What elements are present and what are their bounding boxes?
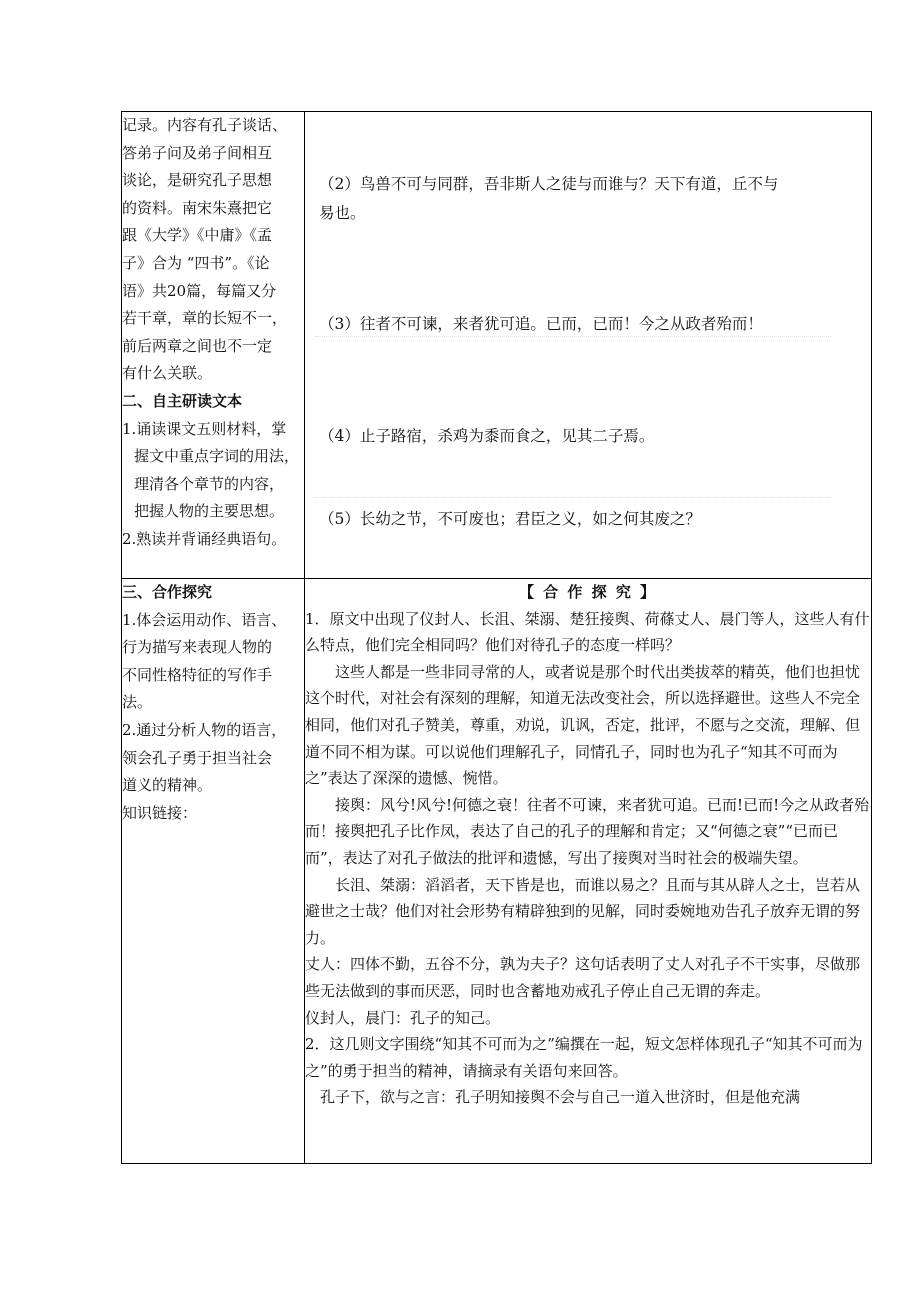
- objective-line: 法。: [122, 693, 153, 712]
- question-line: 易也。: [319, 204, 366, 222]
- paragraph: 丈人：四体不勤，五谷不分，孰为夫子？这句话表明了丈人对孔子不干实事，尽做那些无法做到的事而厌恶，同时也含蓄地劝戒孔子停止自己无谓的奔走。: [305, 955, 861, 1000]
- section-heading: 二、自主研读文本: [122, 391, 243, 410]
- paragraph: 仪封人，晨门：孔子的知己。: [305, 1008, 501, 1027]
- intro-line: 的资料。南宋朱熹把它: [122, 198, 273, 217]
- right-cell-questions: [305, 112, 872, 579]
- objective-line: 行为描写来表现人物的: [122, 638, 273, 657]
- intro-line: 子》合为 “四书”。《论: [122, 253, 270, 272]
- question-5: [319, 505, 863, 534]
- knowledge-link-label: 知识链接：: [122, 803, 198, 822]
- dotted-rule: [315, 336, 831, 337]
- left-cell-bottom: [122, 579, 305, 1164]
- table-row: [122, 112, 872, 579]
- intro-line: 若干章，章的长短不一，: [122, 309, 288, 328]
- question-4: [319, 422, 863, 451]
- question-line: （5）长幼之节，不可废也；君臣之义，如之何其废之？: [319, 510, 701, 528]
- cooperation-title: 【 合 作 探 究 】: [518, 583, 658, 601]
- objective-line: 领会孔子勇于担当社会: [122, 748, 273, 767]
- objective-line: 理清各个章节的内容，: [134, 474, 285, 493]
- paragraph: 长沮、桀溺：滔滔者，天下皆是也，而谁以易之？且而与其从辟人之士，岂若从避世之士哉？他们对社会形势有精辟独到的见解，同时委婉地劝告孔子放弃无谓的努力。: [305, 875, 861, 947]
- question-line: （4）止子路宿，杀鸡为黍而食之，见其二子焉。: [319, 427, 655, 445]
- paragraph: 2．这几则文字围绕“知其不可而为之”编撰在一起，短文怎样体现孔子“知其不可而为之”的勇于担当的精神，请摘录有关语句来回答。: [305, 1035, 863, 1080]
- dotted-rule: [315, 497, 831, 498]
- study-table: [121, 111, 872, 1164]
- objective-line: 不同性格特征的写作手: [122, 665, 273, 684]
- section-heading: 三、合作探究: [122, 583, 213, 601]
- objective-line: 握文中重点字词的用法，: [134, 447, 300, 466]
- objective-line: 把握人物的主要思想。: [134, 502, 285, 521]
- right-cell-cooperation: [305, 579, 872, 1164]
- objective-line: 2.熟读并背诵经典语句。: [122, 529, 287, 548]
- intro-line: 前后两章之间也不一定: [122, 336, 273, 355]
- intro-line: 谈论，是研究孔子思想: [122, 171, 273, 190]
- intro-line: 有什么关联。: [122, 364, 213, 383]
- intro-line: 跟《大学》《中庸》《孟: [122, 226, 273, 245]
- paragraph: 这些人都是一些非同寻常的人，或者说是那个时代出类拔萃的精英，他们也担忧这个时代，对社会有深刻的理解，知道无法改变社会，所以选择避世。这些人不完全相同，他们对孔子赞美，尊重，劝说，讥讽，否定，批评，不愿与之交流，理解、但道不同不相为谋。可以说他们理解孔子，同情孔子，同时也为孔子“知其不可而为之”表达了深深的遗憾、惋惜。: [305, 662, 861, 788]
- objective-line: 1.体会运用动作、语言、: [122, 610, 287, 629]
- question-line: （2）鸟兽不可与同群，吾非斯人之徒与而谁与？天下有道，丘不与: [319, 175, 779, 193]
- question-2: [319, 170, 863, 228]
- intro-line: 答弟子问及弟子间相互: [122, 143, 273, 162]
- question-line: （3）往者不可谏，来者犹可追。已而，已而！今之从政者殆而！: [319, 315, 763, 333]
- table-row: [122, 579, 872, 1164]
- paragraph: 1．原文中出现了仪封人、长沮、桀溺、楚狂接舆、荷蓧丈人、晨门等人，这些人有什么特点，他们完全相同吗？他们对待孔子的态度一样吗？: [305, 609, 870, 655]
- question-3: [319, 310, 863, 339]
- left-cell-top: [122, 112, 305, 579]
- intro-line: 记录。内容有孔子谈话、: [122, 116, 288, 134]
- intro-line: 语》共20篇，每篇又分: [122, 281, 277, 300]
- objective-line: 2.通过分析人物的语言，: [122, 720, 287, 739]
- objective-line: 1.诵读课文五则材料，掌: [122, 419, 287, 438]
- objective-line: 道义的精神。: [122, 776, 213, 795]
- paragraph: 孔子下，欲与之言：孔子明知接舆不会与自己一道入世济时，但是他充满: [320, 1088, 801, 1107]
- paragraph: 接舆：风兮!风兮!何德之衰！往者不可谏，来者犹可追。已而!已而!今之从政者殆而！接舆把孔子比作凤，表达了自己的孔子的理解和肯定；又“何德之衰”“已而已而”，表达了对孔子做法的批评和遗憾，写出了接舆对当时社会的极端失望。: [305, 795, 870, 867]
